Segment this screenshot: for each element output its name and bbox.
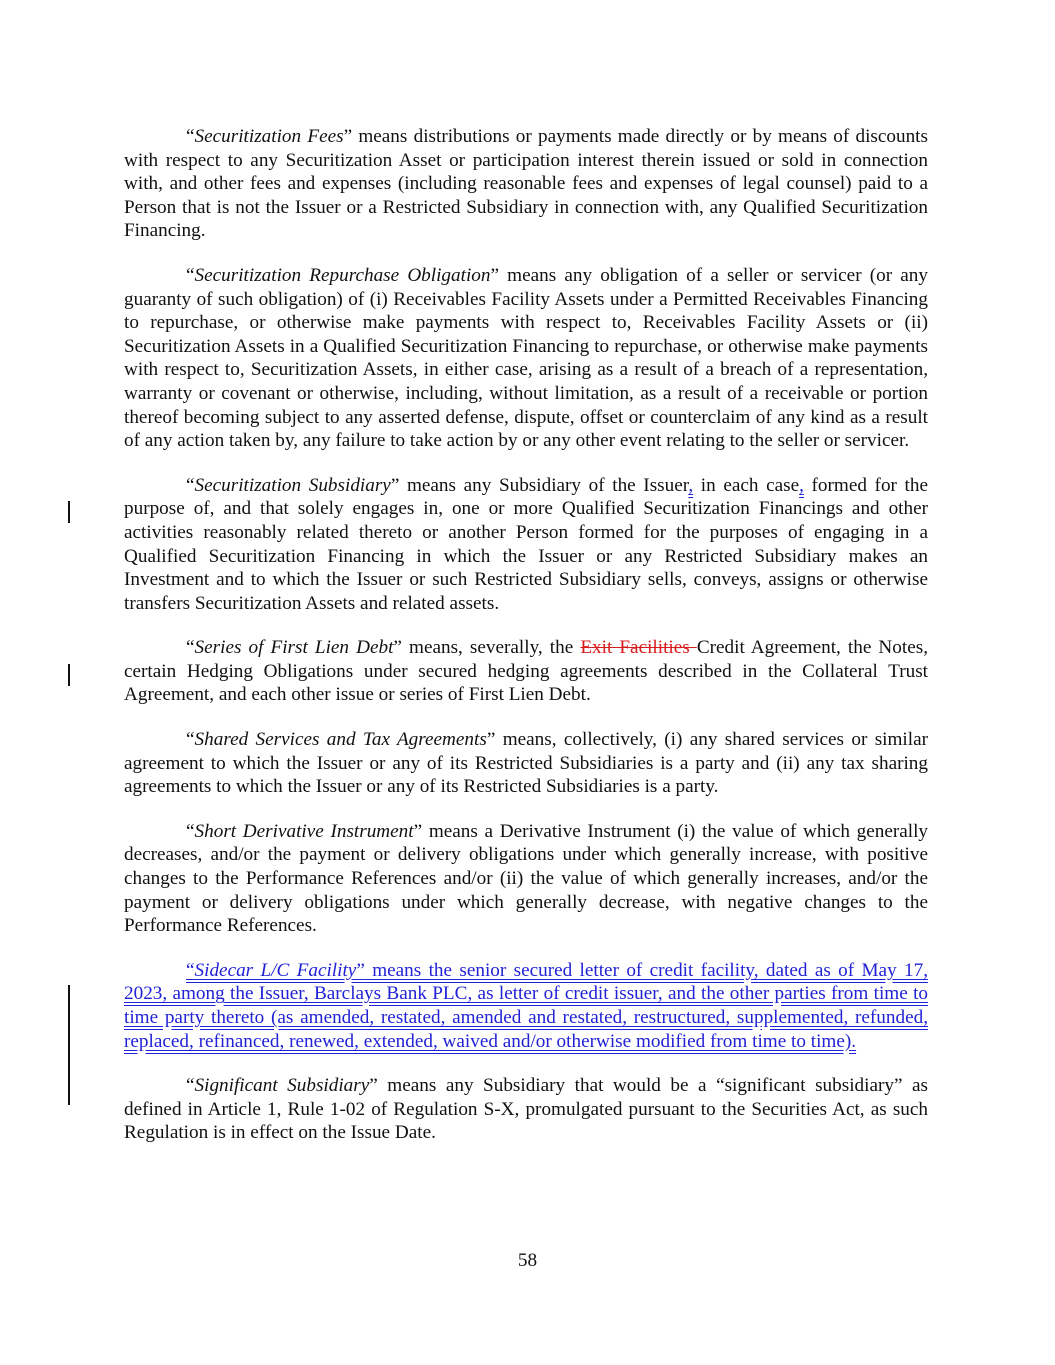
definition-sidecar-lc-facility [124, 959, 928, 1053]
definition-text: means, collectively, (i) any shared services or similar agreement to which the Issuer or any of its Restricted Subsidiaries is a party and (ii) any tax sharing agreements to which the Issuer or any of its Restricted Subsidiaries is a party. [124, 729, 928, 798]
defined-term: Securitization Repurchase Obligation [194, 264, 491, 286]
defined-term: Sidecar L/C Facility [194, 959, 357, 981]
open-quote: “ [186, 637, 195, 659]
defined-term: Shared Services and Tax Agreements [194, 729, 487, 751]
defined-term: Securitization Subsidiary [194, 474, 391, 496]
definition-text: means the senior secured letter of credit facility, dated as of May 17, 2023, among the Issuer, Barclays Bank PLC, as letter of credit issuer, and the other parties from time to time party thereto (as amended, restated, amended and restated, restructured, supplemented, refunded, replaced, refinanced, renewed, extended, waived and/or otherwise modified from time to time). [124, 959, 928, 1052]
change-bar [68, 501, 70, 523]
document-body [124, 125, 928, 1166]
deleted-text: Exit Facilities [580, 637, 697, 659]
definition-text: formed for the purpose of, and that solely engages in, one or more Qualified Securitization Financings and other activities reasonably related thereto or another Person formed for the purposes of engaging in a Qualified Securitization Financing in which the Issuer or any Restricted Subsidiary makes an Investment and to which the Issuer or such Restricted Subsidiary sells, conveys, assigns or otherwise transfers Securitization Assets and related assets. [124, 474, 928, 614]
definition-series-of-first-lien-debt [124, 636, 928, 707]
open-quote: “ [186, 474, 195, 496]
definition-securitization-subsidiary [124, 474, 928, 616]
definition-securitization-repurchase-obligation [124, 264, 928, 453]
definition-significant-subsidiary [124, 1074, 928, 1145]
close-quote: ” [486, 729, 496, 751]
open-quote: “ [186, 1075, 195, 1097]
definition-text: means distributions or payments made directly or by means of discounts with respect to any Securitization Asset or participation interest therein issued or sold in connection with, and other fees and expenses (including reasonable fees and expenses of legal counsel) paid to a Person that is not the Issuer or a Restricted Subsidiary in connection with, any Qualified Securitization Financing. [124, 126, 928, 242]
change-bar [68, 985, 70, 1105]
open-quote: “ [186, 264, 195, 286]
close-quote: ” [490, 264, 499, 286]
definition-shared-services-and-tax-agreements [124, 728, 928, 799]
close-quote: ” [393, 637, 402, 659]
close-quote: ” [343, 126, 353, 147]
inserted-comma: , [799, 474, 804, 496]
definition-securitization-fees [124, 125, 928, 243]
open-quote: “ [186, 820, 195, 842]
defined-term: Short Derivative Instrument [194, 820, 414, 842]
change-bar [68, 664, 70, 686]
defined-term: Series of First Lien Debt [194, 637, 394, 659]
defined-term: Significant Subsidiary [194, 1075, 370, 1097]
page-number: 58 [517, 1250, 538, 1271]
inserted-comma: , [688, 474, 694, 496]
definition-text: in each case [693, 474, 800, 496]
definition-text: means, severally, the [401, 637, 581, 659]
definition-text: means any Subsidiary that would be a “significant subsidiary” as defined in Article 1, Rule 1-02 of Regulation S-X, promulgated pursuant to the Securities Act, as such Regulation is in effect on the Issue Date. [124, 1075, 928, 1144]
close-quote: ” [369, 1075, 378, 1097]
close-quote: ” [413, 820, 423, 842]
definition-text: Credit Agreement, the Notes, certain Hedging Obligations under secured hedging agreements described in the Collateral Trust Agreement, and each other issue or series of First Lien Debt. [124, 637, 928, 706]
open-quote: “ [186, 126, 195, 147]
definition-short-derivative-instrument [124, 820, 928, 938]
defined-term: Securitization Fees [194, 126, 344, 147]
close-quote: ” [390, 474, 400, 496]
definition-text: means any Subsidiary of the Issuer [399, 474, 689, 496]
definition-text: means a Derivative Instrument (i) the value of which generally decreases, and/or the payment or delivery obligations under which generally increase, with positive changes to the Performance References and/or (ii) the value of which generally increases, and/or the payment or delivery obligations under which generally decrease, with negative changes to the Performance References. [124, 820, 929, 937]
definition-text: means any obligation of a seller or servicer (or any guaranty of such obligation) of (i) Receivables Facility Assets under a Permitted Receivables Financing to repurchase, or otherwise make payments with respect to, Receivables Facility Assets or (ii) Securitization Assets in a Qualified Securitization Financing to repurchase, or otherwise make payments with respect to, Securitization Assets, in either case, arising as a result of a breach of a representation, warranty or covenant or otherwise, including, without limitation, as a result of a receivable or portion thereof becoming subject to any asserted defense, dispute, offset or counterclaim of any kind as a result of any action taken by, any failure to take action by or any other event relating to the seller or servicer. [124, 264, 928, 452]
open-quote: “ [186, 729, 195, 751]
open-quote: “ [186, 959, 195, 981]
close-quote: ” [356, 959, 365, 981]
